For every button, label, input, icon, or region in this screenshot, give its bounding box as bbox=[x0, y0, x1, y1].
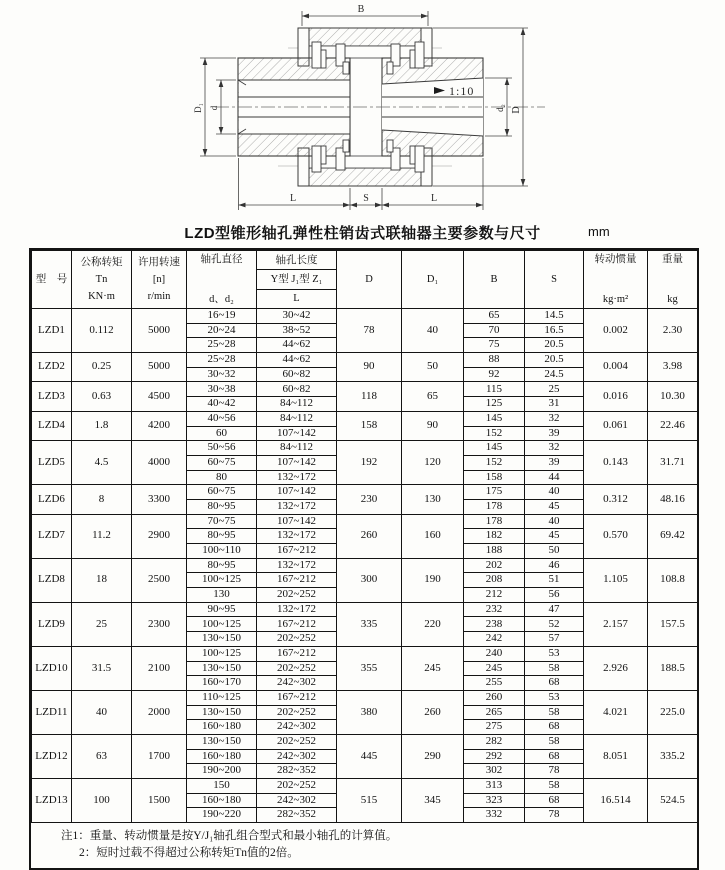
cell-B: 92 bbox=[464, 367, 525, 382]
cell-D1: 50 bbox=[402, 353, 464, 382]
cell-dia: 130~150 bbox=[187, 705, 257, 720]
header-D: D bbox=[337, 251, 402, 309]
cell-model: LZD12 bbox=[32, 734, 72, 778]
header-bore-diameter: 轴孔直径 d、d₂ bbox=[187, 251, 257, 309]
cell-B: 240 bbox=[464, 646, 525, 661]
cell-torque: 31.5 bbox=[72, 646, 132, 690]
cell-S: 58 bbox=[525, 734, 584, 749]
cell-dia: 40~56 bbox=[187, 411, 257, 426]
table-row bbox=[32, 602, 698, 617]
cell-inertia: 0.016 bbox=[584, 382, 648, 411]
cell-len: 84~112 bbox=[257, 441, 337, 456]
table-row bbox=[32, 558, 698, 573]
cell-torque: 1.8 bbox=[72, 411, 132, 440]
cell-S: 56 bbox=[525, 588, 584, 603]
cell-inertia: 4.021 bbox=[584, 690, 648, 734]
cell-speed: 3300 bbox=[132, 485, 187, 514]
cell-B: 255 bbox=[464, 676, 525, 691]
cell-S: 20.5 bbox=[525, 353, 584, 368]
cell-B: 152 bbox=[464, 426, 525, 441]
cell-B: 313 bbox=[464, 779, 525, 794]
dim-d-label: D bbox=[511, 106, 522, 114]
cell-S: 68 bbox=[525, 720, 584, 735]
cell-len: 167~212 bbox=[257, 573, 337, 588]
cell-speed: 2900 bbox=[132, 514, 187, 558]
dim-l-right-label: L bbox=[430, 193, 438, 204]
cell-dia: 60~75 bbox=[187, 455, 257, 470]
cell-D1: 220 bbox=[402, 602, 464, 646]
cell-D: 118 bbox=[337, 382, 402, 411]
header-model: 型 号 bbox=[32, 251, 72, 309]
cell-inertia: 0.061 bbox=[584, 411, 648, 440]
table-row bbox=[32, 309, 698, 324]
cell-len: 202~252 bbox=[257, 661, 337, 676]
cell-len: 167~212 bbox=[257, 690, 337, 705]
cell-S: 45 bbox=[525, 499, 584, 514]
cell-inertia: 8.051 bbox=[584, 734, 648, 778]
cell-model: LZD2 bbox=[32, 353, 72, 382]
cell-D1: 160 bbox=[402, 514, 464, 558]
cell-len: 38~52 bbox=[257, 323, 337, 338]
cell-len: 107~142 bbox=[257, 426, 337, 441]
cell-model: LZD6 bbox=[32, 485, 72, 514]
cell-dia: 160~180 bbox=[187, 749, 257, 764]
cell-D: 380 bbox=[337, 690, 402, 734]
cell-dia: 160~170 bbox=[187, 676, 257, 691]
cell-weight: 188.5 bbox=[648, 646, 698, 690]
cell-B: 70 bbox=[464, 323, 525, 338]
cell-B: 88 bbox=[464, 353, 525, 368]
cell-dia: 100~110 bbox=[187, 544, 257, 559]
cell-B: 260 bbox=[464, 690, 525, 705]
table-row bbox=[32, 646, 698, 661]
cell-S: 40 bbox=[525, 485, 584, 500]
cell-model: LZD3 bbox=[32, 382, 72, 411]
cell-B: 75 bbox=[464, 338, 525, 353]
cell-len: 132~172 bbox=[257, 470, 337, 485]
cell-dia: 90~95 bbox=[187, 602, 257, 617]
cell-dia: 130~150 bbox=[187, 734, 257, 749]
cell-D: 445 bbox=[337, 734, 402, 778]
table-row bbox=[32, 690, 698, 705]
cell-B: 188 bbox=[464, 544, 525, 559]
cell-speed: 1500 bbox=[132, 779, 187, 823]
cell-S: 68 bbox=[525, 676, 584, 691]
cell-len: 202~252 bbox=[257, 734, 337, 749]
cell-weight: 157.5 bbox=[648, 602, 698, 646]
cell-S: 58 bbox=[525, 779, 584, 794]
cell-len: 167~212 bbox=[257, 646, 337, 661]
cell-D: 300 bbox=[337, 558, 402, 602]
note-2: 2：短时过载不得超过公称转矩Tn值的2倍。 bbox=[79, 847, 299, 860]
cell-dia: 160~180 bbox=[187, 720, 257, 735]
cell-inertia: 0.570 bbox=[584, 514, 648, 558]
cell-S: 39 bbox=[525, 455, 584, 470]
cell-dia: 150 bbox=[187, 779, 257, 794]
cell-dia: 190~220 bbox=[187, 808, 257, 823]
cell-dia: 40~42 bbox=[187, 397, 257, 412]
cell-D: 158 bbox=[337, 411, 402, 440]
header-weight: 重量 kg bbox=[648, 251, 698, 309]
cell-dia: 25~28 bbox=[187, 353, 257, 368]
cell-S: 57 bbox=[525, 632, 584, 647]
cell-inertia: 2.926 bbox=[584, 646, 648, 690]
header-S: S bbox=[525, 251, 584, 309]
cell-weight: 225.0 bbox=[648, 690, 698, 734]
cell-torque: 25 bbox=[72, 602, 132, 646]
cell-S: 40 bbox=[525, 514, 584, 529]
cell-S: 47 bbox=[525, 602, 584, 617]
cell-S: 78 bbox=[525, 808, 584, 823]
cell-torque: 8 bbox=[72, 485, 132, 514]
cell-B: 332 bbox=[464, 808, 525, 823]
cell-D: 260 bbox=[337, 514, 402, 558]
cell-len: 242~302 bbox=[257, 793, 337, 808]
cell-len: 282~352 bbox=[257, 764, 337, 779]
cell-len: 167~212 bbox=[257, 544, 337, 559]
cell-S: 58 bbox=[525, 661, 584, 676]
cell-D: 90 bbox=[337, 353, 402, 382]
cell-len: 44~62 bbox=[257, 338, 337, 353]
table-row bbox=[32, 514, 698, 529]
cell-len: 60~82 bbox=[257, 367, 337, 382]
cell-inertia: 0.312 bbox=[584, 485, 648, 514]
cell-weight: 69.42 bbox=[648, 514, 698, 558]
dim-d2-label: d₂ bbox=[495, 104, 505, 112]
cell-len: 132~172 bbox=[257, 529, 337, 544]
cell-torque: 11.2 bbox=[72, 514, 132, 558]
cell-B: 245 bbox=[464, 661, 525, 676]
cell-inertia: 2.157 bbox=[584, 602, 648, 646]
cell-torque: 4.5 bbox=[72, 441, 132, 485]
cell-B: 292 bbox=[464, 749, 525, 764]
cell-D1: 345 bbox=[402, 779, 464, 823]
cell-dia: 70~75 bbox=[187, 514, 257, 529]
note-1: 注1：重量、转动惯量是按Y/J₁轴孔组合型式和最小轴孔的计算值。 bbox=[61, 830, 398, 843]
cell-dia: 100~125 bbox=[187, 646, 257, 661]
cell-model: LZD11 bbox=[32, 690, 72, 734]
cell-len: 202~252 bbox=[257, 588, 337, 603]
cell-D1: 120 bbox=[402, 441, 464, 485]
unit-label: mm bbox=[588, 224, 610, 239]
cell-speed: 2500 bbox=[132, 558, 187, 602]
cell-B: 65 bbox=[464, 309, 525, 324]
cell-B: 115 bbox=[464, 382, 525, 397]
cell-S: 24.5 bbox=[525, 367, 584, 382]
table-row bbox=[32, 441, 698, 456]
dimension-b bbox=[302, 11, 428, 26]
cell-speed: 4200 bbox=[132, 411, 187, 440]
cell-D: 192 bbox=[337, 441, 402, 485]
cell-torque: 40 bbox=[72, 690, 132, 734]
cell-torque: 63 bbox=[72, 734, 132, 778]
cell-B: 265 bbox=[464, 705, 525, 720]
cell-D1: 245 bbox=[402, 646, 464, 690]
cell-weight: 524.5 bbox=[648, 779, 698, 823]
coupling-drawing bbox=[0, 0, 725, 222]
cell-len: 132~172 bbox=[257, 602, 337, 617]
dim-d1-label: D₁ bbox=[193, 103, 203, 113]
cell-dia: 100~125 bbox=[187, 617, 257, 632]
cell-dia: 100~125 bbox=[187, 573, 257, 588]
dim-l-left-label: L bbox=[289, 193, 297, 204]
cell-inertia: 1.105 bbox=[584, 558, 648, 602]
cell-len: 202~252 bbox=[257, 705, 337, 720]
cell-B: 202 bbox=[464, 558, 525, 573]
cell-B: 152 bbox=[464, 455, 525, 470]
cell-len: 30~42 bbox=[257, 309, 337, 324]
cell-weight: 2.30 bbox=[648, 309, 698, 353]
cell-len: 84~112 bbox=[257, 411, 337, 426]
cell-S: 31 bbox=[525, 397, 584, 412]
cell-model: LZD1 bbox=[32, 309, 72, 353]
cell-S: 32 bbox=[525, 411, 584, 426]
cell-B: 302 bbox=[464, 764, 525, 779]
table-row bbox=[32, 353, 698, 368]
cell-B: 282 bbox=[464, 734, 525, 749]
cell-dia: 60~75 bbox=[187, 485, 257, 500]
cell-dia: 30~32 bbox=[187, 367, 257, 382]
cell-B: 242 bbox=[464, 632, 525, 647]
cell-speed: 4000 bbox=[132, 441, 187, 485]
header-bore-length: 轴孔长度 Y型 J₁型 Z₁ L bbox=[257, 251, 337, 309]
cell-dia: 130~150 bbox=[187, 632, 257, 647]
cell-S: 45 bbox=[525, 529, 584, 544]
cell-weight: 48.16 bbox=[648, 485, 698, 514]
cell-S: 53 bbox=[525, 646, 584, 661]
cell-S: 20.5 bbox=[525, 338, 584, 353]
cell-len: 167~212 bbox=[257, 617, 337, 632]
cell-D: 230 bbox=[337, 485, 402, 514]
cell-D: 78 bbox=[337, 309, 402, 353]
cell-len: 132~172 bbox=[257, 558, 337, 573]
cell-inertia: 16.514 bbox=[584, 779, 648, 823]
cell-len: 132~172 bbox=[257, 499, 337, 514]
notes bbox=[31, 823, 697, 868]
cell-len: 202~252 bbox=[257, 632, 337, 647]
cell-S: 46 bbox=[525, 558, 584, 573]
cell-dia: 16~19 bbox=[187, 309, 257, 324]
cell-S: 53 bbox=[525, 690, 584, 705]
cell-model: LZD9 bbox=[32, 602, 72, 646]
table-row bbox=[32, 485, 698, 500]
cell-D1: 90 bbox=[402, 411, 464, 440]
cell-D1: 40 bbox=[402, 309, 464, 353]
header-D1: D₁ bbox=[402, 251, 464, 309]
header-speed: 许用转速 [n] r/min bbox=[132, 251, 187, 309]
cell-S: 51 bbox=[525, 573, 584, 588]
cell-speed: 2100 bbox=[132, 646, 187, 690]
cell-len: 107~142 bbox=[257, 455, 337, 470]
cell-len: 44~62 bbox=[257, 353, 337, 368]
cell-B: 275 bbox=[464, 720, 525, 735]
cell-S: 39 bbox=[525, 426, 584, 441]
cell-D1: 190 bbox=[402, 558, 464, 602]
cell-B: 145 bbox=[464, 441, 525, 456]
cell-len: 107~142 bbox=[257, 485, 337, 500]
cell-speed: 4500 bbox=[132, 382, 187, 411]
cell-dia: 80 bbox=[187, 470, 257, 485]
cell-D1: 260 bbox=[402, 690, 464, 734]
cell-model: LZD10 bbox=[32, 646, 72, 690]
cell-dia: 80~95 bbox=[187, 558, 257, 573]
cell-S: 14.5 bbox=[525, 309, 584, 324]
cell-B: 212 bbox=[464, 588, 525, 603]
cell-speed: 5000 bbox=[132, 309, 187, 353]
spec-table-frame bbox=[29, 248, 699, 870]
spec-table bbox=[31, 250, 698, 823]
cell-dia: 60 bbox=[187, 426, 257, 441]
cell-inertia: 0.143 bbox=[584, 441, 648, 485]
cell-S: 52 bbox=[525, 617, 584, 632]
cell-B: 232 bbox=[464, 602, 525, 617]
cell-len: 282~352 bbox=[257, 808, 337, 823]
page-title: LZD型锥形轴孔弹性柱销齿式联轴器主要参数与尺寸 bbox=[184, 225, 541, 242]
cell-S: 32 bbox=[525, 441, 584, 456]
cell-weight: 31.71 bbox=[648, 441, 698, 485]
cell-B: 208 bbox=[464, 573, 525, 588]
cell-model: LZD13 bbox=[32, 779, 72, 823]
cell-S: 68 bbox=[525, 749, 584, 764]
cell-torque: 18 bbox=[72, 558, 132, 602]
cell-dia: 20~24 bbox=[187, 323, 257, 338]
cell-S: 68 bbox=[525, 793, 584, 808]
cell-len: 84~112 bbox=[257, 397, 337, 412]
table-row bbox=[32, 779, 698, 794]
cell-S: 25 bbox=[525, 382, 584, 397]
cell-B: 158 bbox=[464, 470, 525, 485]
header-B: B bbox=[464, 251, 525, 309]
cell-D1: 290 bbox=[402, 734, 464, 778]
cell-speed: 1700 bbox=[132, 734, 187, 778]
cell-model: LZD8 bbox=[32, 558, 72, 602]
cell-B: 323 bbox=[464, 793, 525, 808]
cell-len: 202~252 bbox=[257, 779, 337, 794]
cell-B: 125 bbox=[464, 397, 525, 412]
cell-model: LZD4 bbox=[32, 411, 72, 440]
cell-len: 242~302 bbox=[257, 749, 337, 764]
cell-S: 58 bbox=[525, 705, 584, 720]
cell-B: 178 bbox=[464, 514, 525, 529]
cell-D1: 130 bbox=[402, 485, 464, 514]
cell-dia: 30~38 bbox=[187, 382, 257, 397]
cell-speed: 2000 bbox=[132, 690, 187, 734]
title-row bbox=[0, 222, 725, 248]
cell-inertia: 0.004 bbox=[584, 353, 648, 382]
table-row bbox=[32, 382, 698, 397]
taper-label: 1:10 bbox=[449, 84, 475, 98]
header-row bbox=[32, 251, 698, 309]
cell-S: 78 bbox=[525, 764, 584, 779]
cell-S: 50 bbox=[525, 544, 584, 559]
cell-len: 242~302 bbox=[257, 720, 337, 735]
cell-dia: 160~180 bbox=[187, 793, 257, 808]
cell-weight: 3.98 bbox=[648, 353, 698, 382]
cell-dia: 25~28 bbox=[187, 338, 257, 353]
cell-weight: 10.30 bbox=[648, 382, 698, 411]
cell-D: 515 bbox=[337, 779, 402, 823]
cell-dia: 80~95 bbox=[187, 529, 257, 544]
table-row bbox=[32, 411, 698, 426]
cell-B: 175 bbox=[464, 485, 525, 500]
cell-dia: 110~125 bbox=[187, 690, 257, 705]
cell-inertia: 0.002 bbox=[584, 309, 648, 353]
cell-S: 44 bbox=[525, 470, 584, 485]
cell-torque: 100 bbox=[72, 779, 132, 823]
dim-s-label: S bbox=[363, 193, 369, 204]
cell-len: 107~142 bbox=[257, 514, 337, 529]
cell-weight: 335.2 bbox=[648, 734, 698, 778]
cell-torque: 0.25 bbox=[72, 353, 132, 382]
table-row bbox=[32, 734, 698, 749]
cell-D1: 65 bbox=[402, 382, 464, 411]
header-inertia: 转动惯量 kg·m² bbox=[584, 251, 648, 309]
cell-S: 16.5 bbox=[525, 323, 584, 338]
cell-weight: 22.46 bbox=[648, 411, 698, 440]
cell-B: 145 bbox=[464, 411, 525, 426]
cell-len: 242~302 bbox=[257, 676, 337, 691]
cell-dia: 190~200 bbox=[187, 764, 257, 779]
cell-D: 355 bbox=[337, 646, 402, 690]
header-torque: 公称转矩 Tn KN·m bbox=[72, 251, 132, 309]
dim-d-bore-label: d bbox=[209, 105, 219, 111]
cell-B: 238 bbox=[464, 617, 525, 632]
cell-speed: 5000 bbox=[132, 353, 187, 382]
cell-model: LZD7 bbox=[32, 514, 72, 558]
cell-dia: 130~150 bbox=[187, 661, 257, 676]
cell-D: 335 bbox=[337, 602, 402, 646]
cell-dia: 80~95 bbox=[187, 499, 257, 514]
cell-torque: 0.112 bbox=[72, 309, 132, 353]
cell-model: LZD5 bbox=[32, 441, 72, 485]
cell-B: 178 bbox=[464, 499, 525, 514]
cell-torque: 0.63 bbox=[72, 382, 132, 411]
dim-b-label: B bbox=[357, 4, 365, 15]
cell-dia: 50~56 bbox=[187, 441, 257, 456]
cell-B: 182 bbox=[464, 529, 525, 544]
cell-dia: 130 bbox=[187, 588, 257, 603]
cell-len: 60~82 bbox=[257, 382, 337, 397]
cell-weight: 108.8 bbox=[648, 558, 698, 602]
cell-speed: 2300 bbox=[132, 602, 187, 646]
